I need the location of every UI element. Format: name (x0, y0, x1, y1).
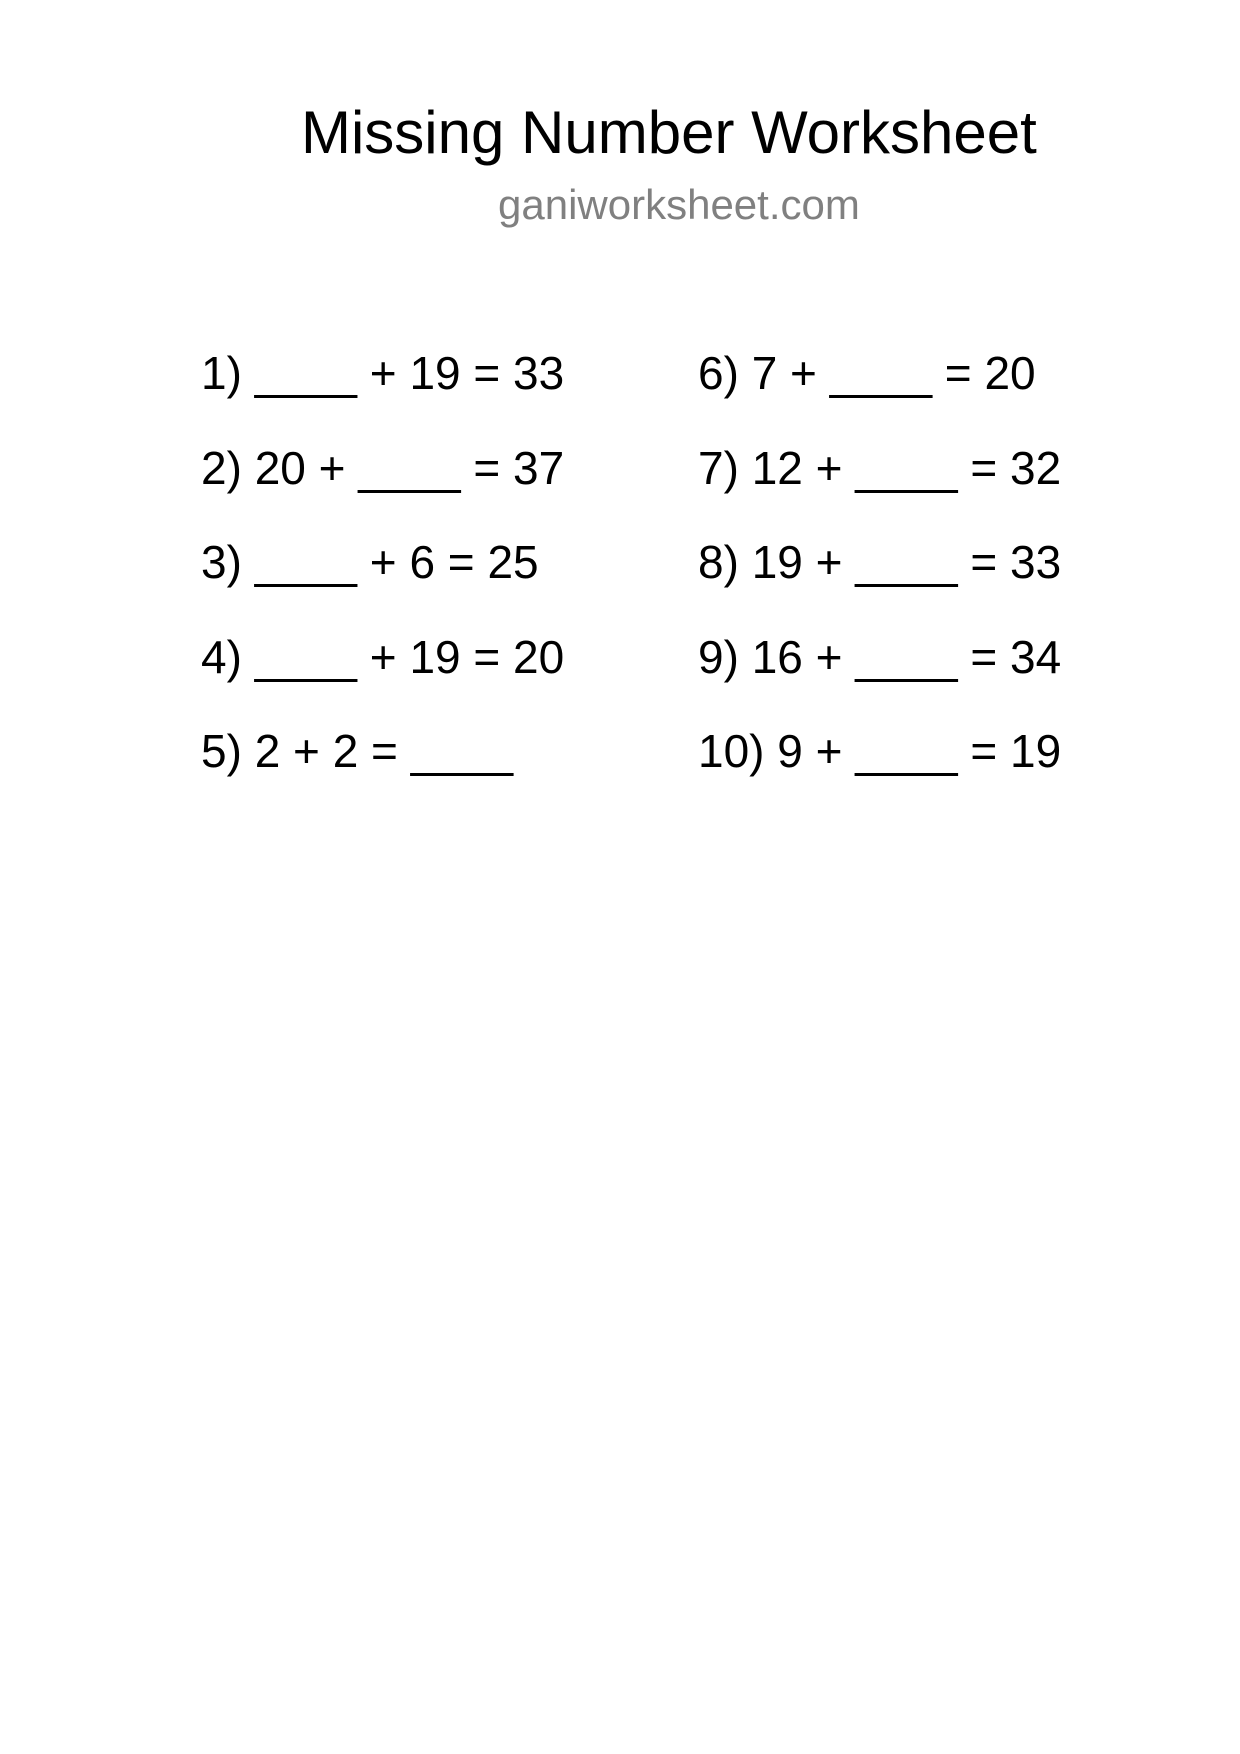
problem-expression: 12 + ____ = 32 (751, 441, 1062, 494)
problem-item (698, 536, 1062, 634)
problem-number: 4) (201, 630, 242, 683)
problems-left-column (201, 347, 565, 823)
problem-number: 9) (698, 630, 739, 683)
problem-item (201, 536, 564, 634)
problem-item (698, 347, 1061, 445)
problems-right-column (698, 347, 1062, 823)
problem-expression: 2 + 2 = ____ (254, 725, 514, 777)
problem-item (698, 630, 1062, 729)
problem-number: 8) (698, 536, 739, 588)
problem-expression: 9 + ____ = 19 (777, 725, 1062, 777)
problem-item (201, 347, 565, 445)
problem-number: 7) (698, 441, 739, 494)
problem-number: 5) (201, 725, 242, 777)
problem-item (201, 441, 565, 540)
website-subtitle: ganiworksheet.com (498, 181, 860, 228)
problem-item (201, 725, 564, 823)
problem-number: 2) (201, 441, 242, 494)
problem-expression: 19 + ____ = 33 (751, 536, 1062, 588)
problem-expression: ____ + 19 = 20 (254, 630, 565, 683)
problem-item (698, 725, 1062, 823)
problem-expression: 7 + ____ = 20 (751, 347, 1036, 399)
problem-expression: 16 + ____ = 34 (751, 630, 1062, 683)
problem-number: 3) (201, 536, 242, 588)
problem-expression: 20 + ____ = 37 (254, 441, 565, 494)
problem-number: 6) (698, 347, 739, 399)
problem-expression: ____ + 19 = 33 (254, 347, 565, 399)
problem-number: 1) (201, 347, 242, 399)
problem-expression: ____ + 6 = 25 (254, 536, 539, 588)
problem-item (698, 441, 1062, 540)
problem-item (201, 630, 565, 729)
worksheet-title: Missing Number Worksheet (301, 99, 1037, 166)
problem-number: 10) (698, 725, 765, 777)
